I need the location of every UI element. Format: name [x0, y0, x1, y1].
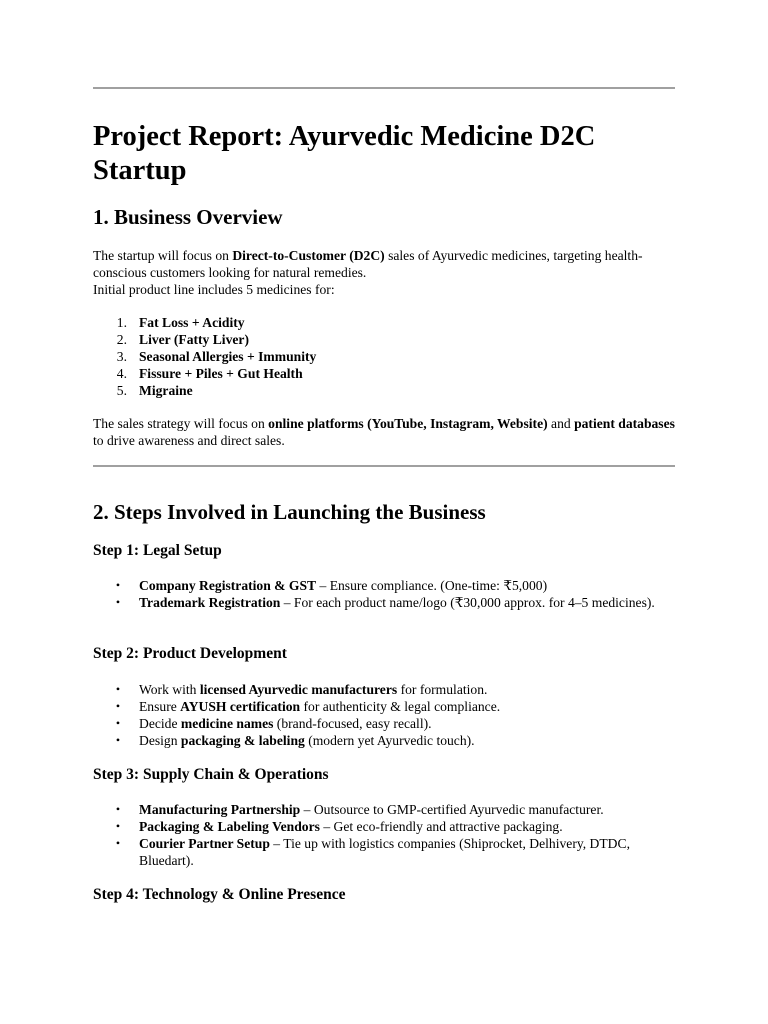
section-heading-business-overview: 1. Business Overview [93, 205, 283, 229]
item-bold: medicine names [180, 716, 274, 731]
item-text: – Outsource to GMP-certified Ayurvedic manufacturer. [300, 802, 604, 817]
strategy-bold-databases: patient databases [574, 416, 675, 431]
product-list-item [93, 365, 675, 382]
product-list-item [93, 348, 675, 365]
step1-list-item [93, 594, 675, 611]
item-bold: AYUSH certification [180, 699, 301, 714]
step1-list-item [93, 577, 675, 594]
step3-list-item [93, 835, 675, 869]
step1-list [93, 577, 675, 611]
product-list-item [93, 382, 675, 399]
item-text: – Tie up with logistics companies (Shiprocket, Delhivery, DTDC, Bluedart). [139, 836, 630, 868]
step4-heading: Step 4: Technology & Online Presence [93, 886, 346, 903]
overview-text-2: sales of Ayurvedic medicines, targeting health-conscious customers looking for natural remedies. [93, 248, 643, 280]
list-number: 2. [116, 332, 127, 347]
bullet-icon: • [115, 699, 121, 713]
item-bold: Trademark Registration [139, 595, 281, 610]
list-number: 3. [116, 349, 127, 364]
bullet-icon: • [115, 595, 121, 609]
strategy-text-2: and [547, 416, 575, 431]
item-text: Work with [139, 682, 200, 697]
bullet-icon: • [115, 802, 121, 816]
list-number: 4. [116, 366, 127, 381]
strategy-bold-platforms: online platforms (YouTube, Instagram, Website) [268, 416, 548, 431]
item-bold: Courier Partner Setup [139, 836, 270, 851]
item-bold: Manufacturing Partnership [139, 802, 301, 817]
bullet-icon: • [115, 578, 121, 592]
product-list-item [93, 331, 675, 348]
item-bold: Company Registration & GST [139, 578, 317, 593]
product-label: Migraine [139, 383, 193, 398]
strategy-text-3: to drive awareness and direct sales. [93, 433, 285, 448]
list-number: 5. [116, 383, 127, 398]
horizontal-rule-middle [93, 465, 675, 467]
step2-list-item [93, 698, 675, 715]
product-label: Fat Loss + Acidity [139, 315, 245, 330]
bullet-icon: • [115, 836, 121, 850]
item-text: Design [139, 733, 181, 748]
item-text: Ensure [139, 699, 181, 714]
step3-list-item [93, 801, 675, 818]
product-label: Fissure + Piles + Gut Health [139, 366, 303, 381]
product-label: Liver (Fatty Liver) [139, 332, 249, 347]
bullet-icon: • [115, 733, 121, 747]
step3-heading: Step 3: Supply Chain & Operations [93, 766, 329, 783]
strategy-text-1: The sales strategy will focus on [93, 416, 269, 431]
item-bold: Packaging & Labeling Vendors [139, 819, 320, 834]
item-bold: packaging & labeling [180, 733, 305, 748]
document-title: Project Report: Ayurvedic Medicine D2C Startup [93, 121, 596, 186]
bullet-icon: • [115, 682, 121, 696]
step2-heading: Step 2: Product Development [93, 645, 287, 662]
overview-paragraph [93, 247, 675, 298]
item-text: Decide [139, 716, 181, 731]
product-label: Seasonal Allergies + Immunity [139, 349, 317, 364]
sales-strategy-paragraph [93, 415, 675, 449]
list-number: 1. [116, 315, 127, 330]
bullet-icon: • [115, 716, 121, 730]
step3-list-item [93, 818, 675, 835]
step2-list-item [93, 715, 675, 732]
bullet-icon: • [115, 819, 121, 833]
horizontal-rule-top [93, 87, 675, 89]
item-text: – For each product name/logo (₹30,000 approx. for 4–5 medicines). [280, 595, 655, 610]
product-list-item [93, 314, 675, 331]
overview-text-line2: Initial product line includes 5 medicines for: [93, 282, 335, 297]
item-text: (brand-focused, easy recall). [273, 716, 432, 731]
item-text: – Ensure compliance. (One-time: ₹5,000) [316, 578, 548, 593]
step2-list-item [93, 732, 675, 749]
item-text: – Get eco-friendly and attractive packaging. [319, 819, 563, 834]
item-text: for formulation. [397, 682, 488, 697]
item-bold: licensed Ayurvedic manufacturers [199, 682, 398, 697]
item-text: (modern yet Ayurvedic touch). [304, 733, 475, 748]
step1-heading: Step 1: Legal Setup [93, 542, 222, 559]
step2-list-item [93, 681, 675, 698]
step2-list [93, 681, 675, 749]
overview-text-1: The startup will focus on [93, 248, 233, 263]
overview-bold-d2c: Direct-to-Customer (D2C) [232, 248, 385, 263]
step3-list [93, 801, 675, 869]
section-heading-launch-steps: 2. Steps Involved in Launching the Business [93, 500, 486, 524]
item-text: for authenticity & legal compliance. [300, 699, 501, 714]
product-list [93, 314, 675, 399]
